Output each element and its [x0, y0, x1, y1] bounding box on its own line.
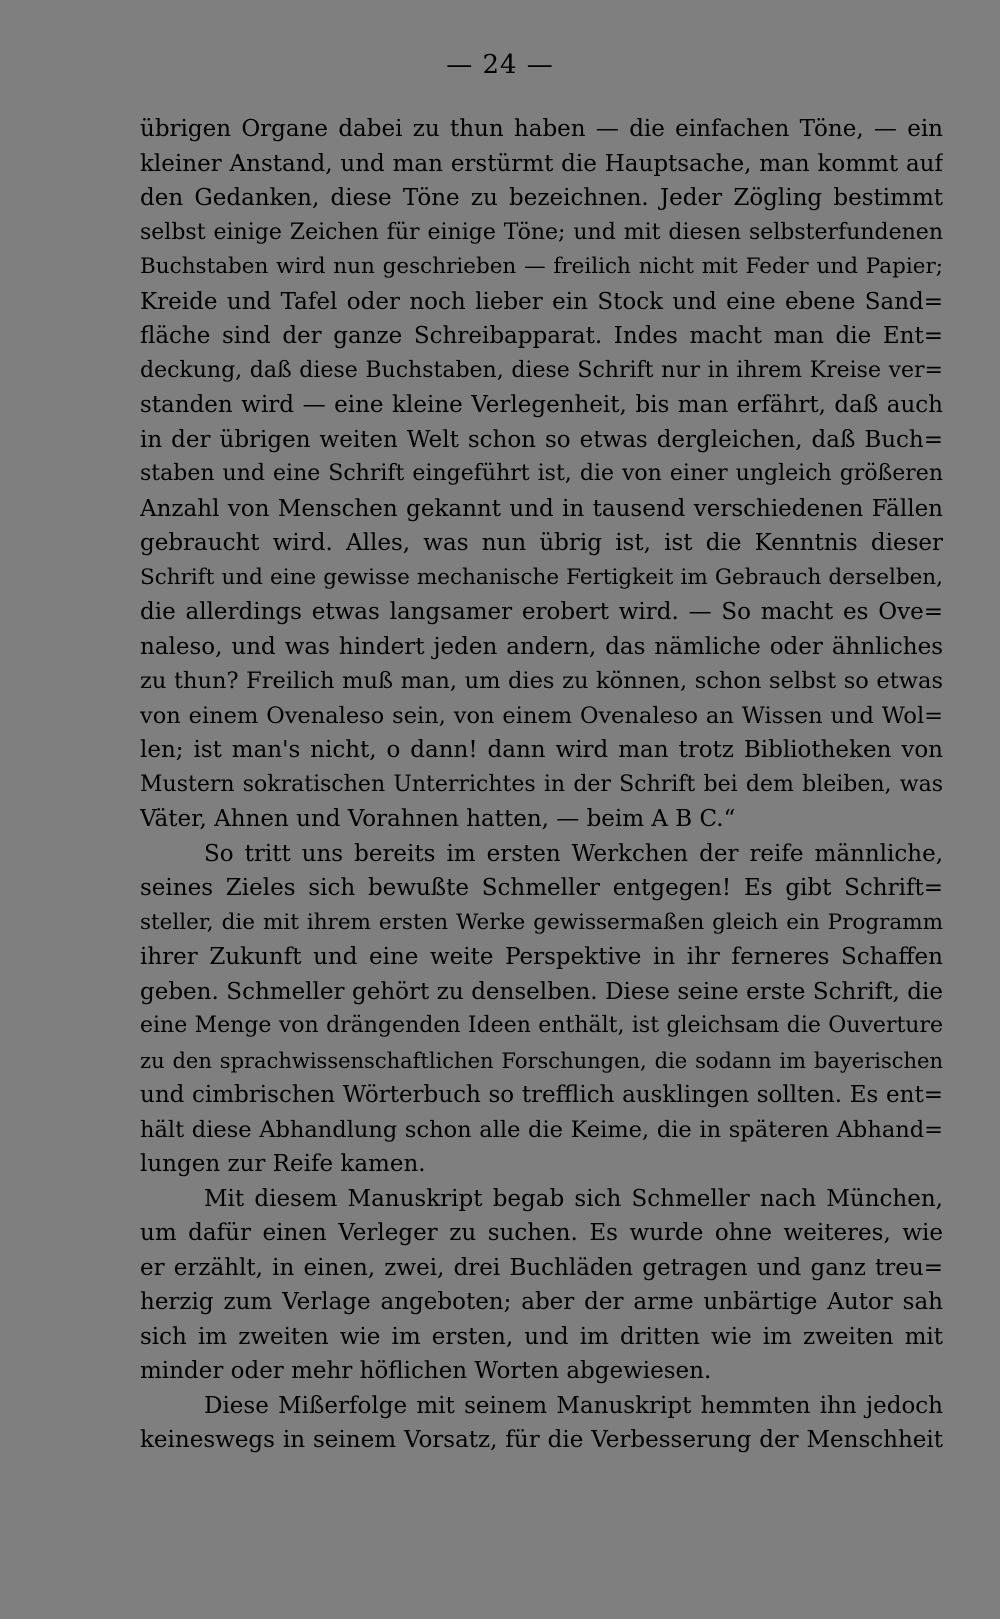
text-line: in der übrigen weiten Welt schon so etwas dergleichen, daß Buch=: [140, 426, 943, 453]
text-line: von einem Ovenaleso sein, von einem Ovenaleso an Wissen und Wol=: [140, 702, 943, 729]
text-line: standen wird — eine kleine Verlegenheit, bis man erfährt, daß auch: [140, 392, 943, 418]
text-line: So tritt uns bereits im ersten Werkchen der reife männliche,: [204, 840, 943, 867]
text-line: um dafür einen Verleger zu suchen. Es wurde ohne weiteres, wie: [140, 1220, 943, 1246]
body-text: [140, 112, 943, 1458]
text-line: übrigen Organe dabei zu thun haben — die einfachen Töne, — ein: [140, 116, 943, 142]
text-line: und cimbrischen Wörterbuch so trefflich ausklingen sollten. Es ent=: [140, 1082, 943, 1108]
text-line: seines Zieles sich bewußte Schmeller entgegen! Es gibt Schrift=: [140, 875, 943, 901]
text-line: deckung, daß diese Buchstaben, diese Schrift nur in ihrem Kreise ver=: [140, 357, 943, 383]
text-line: geben. Schmeller gehört zu denselben. Diese seine erste Schrift, die: [140, 978, 943, 1005]
text-line: kleiner Anstand, und man erstürmt die Hauptsache, man kommt auf: [140, 150, 943, 177]
text-line: den Gedanken, diese Töne zu bezeichnen. Jeder Zögling bestimmt: [140, 185, 943, 211]
text-line: zu thun? Freilich muß man, um dies zu können, schon selbst so etwas: [140, 668, 943, 694]
text-line: Anzahl von Menschen gekannt und in tausend verschiedenen Fällen: [140, 495, 943, 522]
text-line: er erzählt, in einen, zwei, drei Buchläden getragen und ganz treu=: [140, 1254, 943, 1281]
text-line: steller, die mit ihrem ersten Werke gewissermaßen gleich ein Programm: [140, 909, 943, 935]
text-line: Schrift und eine gewisse mechanische Fertigkeit im Gebrauch derselben,: [140, 564, 943, 590]
text-line: hält diese Abhandlung schon alle die Keime, die in späteren Abhand=: [140, 1116, 943, 1143]
text-line: Väter, Ahnen und Vorahnen hatten, — beim A B C.“: [140, 806, 736, 832]
text-line: minder oder mehr höflichen Worten abgewiesen.: [140, 1358, 712, 1384]
text-line: Kreide und Tafel oder noch lieber ein Stock und eine ebene Sand=: [140, 288, 943, 315]
text-line: staben und eine Schrift eingeführt ist, die von einer ungleich größeren: [140, 461, 943, 486]
text-line: sich im zweiten wie im ersten, und im dritten wie im zweiten mit: [140, 1323, 943, 1350]
text-line: ihrer Zukunft und eine weite Perspektive in ihr ferneres Schaffen: [140, 944, 943, 970]
text-line: fläche sind der ganze Schreibapparat. Indes macht man die Ent=: [140, 323, 943, 349]
page-number: — 24 —: [446, 50, 554, 80]
text-line: keineswegs in seinem Vorsatz, für die Verbesserung der Menschheit: [140, 1427, 943, 1453]
text-line: Mit diesem Manuskript begab sich Schmeller nach München,: [204, 1185, 943, 1212]
text-line: eine Menge von drängenden Ideen enthält, ist gleichsam die Ouverture: [140, 1013, 943, 1038]
text-line: naleso, und was hindert jeden andern, das nämliche oder ähnliches: [140, 633, 943, 660]
text-line: die allerdings etwas langsamer erobert wird. — So macht es Ove=: [140, 599, 943, 625]
text-line: Mustern sokratischen Unterrichtes in der Schrift bei dem bleiben, was: [140, 771, 943, 797]
text-line: Diese Mißerfolge mit seinem Manuskript hemmten ihn jedoch: [204, 1392, 943, 1419]
text-line: zu den sprachwissenschaftlichen Forschungen, die sodann im bayerischen: [140, 1048, 943, 1073]
text-line: herzig zum Verlage angeboten; aber der arme unbärtige Autor sah: [140, 1289, 943, 1315]
text-line: selbst einige Zeichen für einige Töne; und mit diesen selbsterfundenen: [140, 219, 943, 245]
text-line: lungen zur Reife kamen.: [140, 1151, 426, 1177]
text-line: Buchstaben wird nun geschrieben — freilich nicht mit Feder und Papier;: [140, 254, 943, 279]
text-line: len; ist man's nicht, o dann! dann wird man trotz Bibliotheken von: [140, 737, 943, 763]
text-line: gebraucht wird. Alles, was nun übrig ist, ist die Kenntnis dieser: [140, 530, 943, 556]
